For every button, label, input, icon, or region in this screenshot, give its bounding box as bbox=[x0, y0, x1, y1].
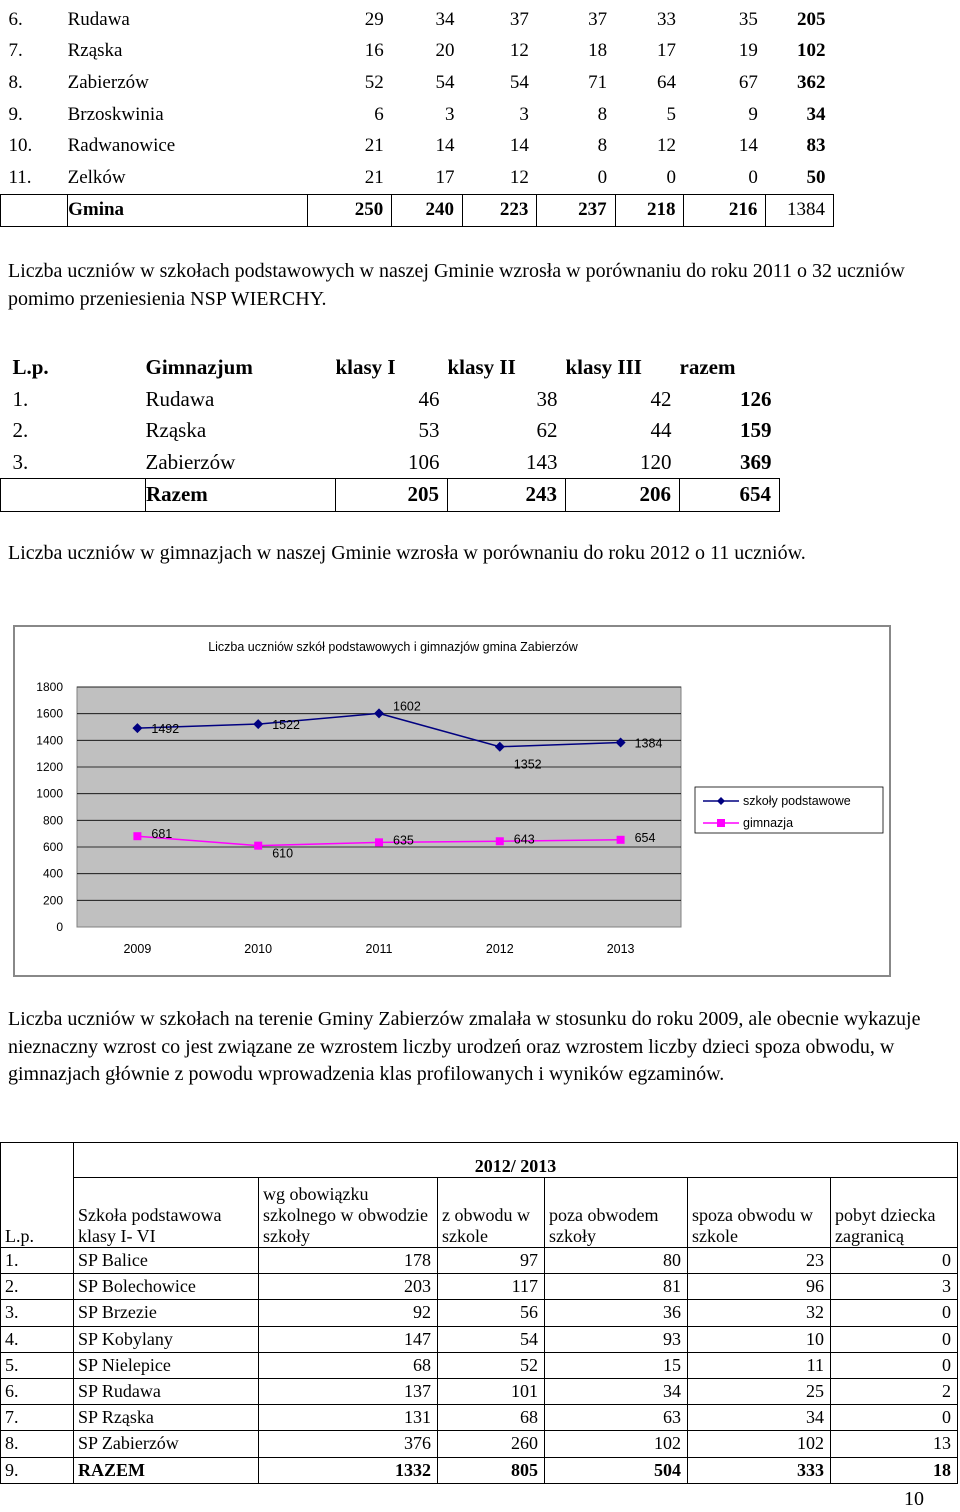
y-tick-label: 0 bbox=[56, 920, 63, 934]
cell-value: 20 bbox=[435, 40, 455, 62]
header-razem: razem bbox=[679, 355, 736, 380]
x-tick-label: 2013 bbox=[606, 942, 635, 956]
row-number: 7. bbox=[1, 1405, 74, 1431]
page-number: 10 bbox=[904, 1488, 924, 1510]
cell-value: 62 bbox=[536, 418, 558, 443]
school-name: SP Balice bbox=[74, 1248, 259, 1274]
cell-value: 0 bbox=[831, 1300, 958, 1326]
school-name: Rząska bbox=[145, 418, 207, 443]
cell-value: 67 bbox=[738, 71, 758, 93]
cell-total: 126 bbox=[740, 386, 772, 411]
table-row bbox=[1, 415, 780, 447]
cell-value: 0 bbox=[831, 1326, 958, 1352]
row-number: 1. bbox=[1, 1248, 74, 1274]
cell-value: 9 bbox=[748, 103, 758, 125]
cell-value: 13 bbox=[831, 1431, 958, 1457]
table-row bbox=[1, 4, 834, 36]
table-row bbox=[1, 99, 834, 131]
data-point bbox=[375, 838, 383, 846]
row-number: 1. bbox=[12, 386, 29, 411]
data-label: 635 bbox=[393, 833, 414, 848]
row-number: 7. bbox=[8, 40, 23, 62]
y-tick-label: 1400 bbox=[36, 733, 63, 748]
cell-value: 205 bbox=[336, 479, 448, 512]
paragraph-summary: Liczba uczniów w szkołach na terenie Gminy Zabierzów zmalała w stosunku do roku 2009, ale obecnie wykazuje nieznaczny wzrost co jest związane ze wzrostem liczby urodzeń oraz wzrostem liczby dzieci spoza obwodu, w gimnazjach głównie z powodu wprowadzenia klas profilowanych i wyników egzaminów. bbox=[8, 1008, 921, 1085]
table-row bbox=[1, 67, 834, 99]
x-tick-label: 2009 bbox=[123, 942, 152, 956]
school-name: SP Nielepice bbox=[74, 1352, 259, 1378]
table-school-obligation bbox=[0, 1142, 958, 1484]
cell-value: 64 bbox=[656, 71, 676, 93]
header-in-district: z obwodu w szkole bbox=[438, 1178, 545, 1248]
cell-value: 504 bbox=[545, 1457, 688, 1483]
cell-value: 68 bbox=[259, 1352, 438, 1378]
cell-value: 260 bbox=[438, 1431, 545, 1457]
cell-value: 11 bbox=[688, 1352, 831, 1378]
cell-total: 159 bbox=[740, 418, 772, 443]
cell-value: 52 bbox=[438, 1352, 545, 1378]
table-row bbox=[1, 1248, 958, 1274]
table-row bbox=[1, 1326, 958, 1352]
school-name: SP Rząska bbox=[74, 1405, 259, 1431]
cell-value: 101 bbox=[438, 1378, 545, 1404]
cell-value: 34 bbox=[545, 1378, 688, 1404]
header-lp: L.p. bbox=[12, 355, 49, 380]
cell-value: 38 bbox=[536, 386, 558, 411]
cell-value: 37 bbox=[509, 8, 529, 30]
cell-value: 2 bbox=[831, 1378, 958, 1404]
y-tick-label: 1800 bbox=[36, 680, 63, 694]
cell-value: 44 bbox=[650, 418, 672, 443]
cell-value: 805 bbox=[438, 1457, 545, 1483]
cell-value: 216 bbox=[684, 194, 766, 227]
row-number: 6. bbox=[8, 8, 23, 30]
cell-value: 250 bbox=[308, 194, 392, 227]
village-name: Rudawa bbox=[67, 8, 130, 30]
cell-value: 3 bbox=[519, 103, 529, 125]
cell-value: 131 bbox=[259, 1405, 438, 1431]
cell-value: 53 bbox=[418, 418, 440, 443]
data-label: 1384 bbox=[634, 736, 663, 751]
header-gimnazjum: Gimnazjum bbox=[145, 355, 253, 380]
row-number: 9. bbox=[1, 1457, 74, 1483]
cell-value: 34 bbox=[435, 8, 455, 30]
cell-value: 10 bbox=[688, 1326, 831, 1352]
row-number: 2. bbox=[12, 418, 29, 443]
cell-value: 0 bbox=[748, 166, 758, 188]
cell-value: 42 bbox=[650, 386, 672, 411]
cell-value: 54 bbox=[509, 71, 529, 93]
cell-value: 19 bbox=[738, 40, 758, 62]
row-number: 4. bbox=[1, 1326, 74, 1352]
table-row bbox=[1, 1405, 958, 1431]
table-row bbox=[1, 1352, 958, 1378]
cell-value: 17 bbox=[435, 166, 455, 188]
line-chart bbox=[15, 627, 889, 975]
cell-value: 32 bbox=[688, 1300, 831, 1326]
y-tick-label: 600 bbox=[42, 840, 63, 854]
cell-value: 120 bbox=[640, 449, 672, 474]
cell-total: 362 bbox=[797, 71, 826, 93]
cell-value: 14 bbox=[738, 135, 758, 157]
cell-total: 83 bbox=[806, 135, 826, 157]
table-row bbox=[1, 1431, 958, 1457]
header-outside-district: poza obwodem szkoły bbox=[545, 1178, 688, 1248]
cell-value: 93 bbox=[545, 1326, 688, 1352]
cell-value: 46 bbox=[418, 386, 440, 411]
table-total-row bbox=[1, 1457, 958, 1483]
row-number: 6. bbox=[1, 1378, 74, 1404]
row-number: 9. bbox=[8, 103, 23, 125]
cell-value: 0 bbox=[831, 1352, 958, 1378]
cell-value: 3 bbox=[831, 1274, 958, 1300]
row-number bbox=[1, 479, 146, 512]
cell-value: 96 bbox=[688, 1274, 831, 1300]
cell-value: 54 bbox=[435, 71, 455, 93]
cell-value: 147 bbox=[259, 1326, 438, 1352]
cell-value: 102 bbox=[545, 1431, 688, 1457]
school-name: Zabierzów bbox=[145, 449, 236, 474]
cell-value: 0 bbox=[831, 1248, 958, 1274]
village-name: Rząska bbox=[67, 40, 123, 62]
row-number: 8. bbox=[8, 71, 23, 93]
cell-value: 29 bbox=[364, 8, 384, 30]
village-name: Zelków bbox=[67, 166, 126, 188]
row-number: 10. bbox=[8, 135, 33, 157]
header-school: Szkoła podstawowa klasy I- VI bbox=[74, 1178, 259, 1248]
y-tick-label: 200 bbox=[42, 893, 63, 908]
cell-value: 12 bbox=[656, 135, 676, 157]
cell-total: 205 bbox=[797, 8, 826, 30]
cell-value: 178 bbox=[259, 1248, 438, 1274]
paragraph-gymnasiums: Liczba uczniów w gimnazjach w naszej Gminie wzrosła w porównaniu do roku 2012 o 11 uczniów. bbox=[8, 542, 806, 564]
legend-marker bbox=[717, 819, 725, 827]
cell-value: 8 bbox=[597, 135, 608, 157]
table-total-row bbox=[1, 479, 780, 512]
school-name: Rudawa bbox=[145, 386, 215, 411]
cell-value: 12 bbox=[509, 166, 529, 188]
paragraph-primary-schools: Liczba uczniów w szkołach podstawowych w naszej Gminie wzrosła w porównaniu do roku 2011 o 32 uczniów pomimo przeniesienia NSP WIERCHY. bbox=[8, 260, 905, 310]
header-from-outside: spoza obwodu w szkole bbox=[688, 1178, 831, 1248]
cell-value: 0 bbox=[597, 166, 608, 188]
cell-value: 243 bbox=[448, 479, 566, 512]
village-name: Brzoskwinia bbox=[67, 103, 164, 125]
cell-value: 21 bbox=[364, 135, 384, 157]
table-row bbox=[1, 1274, 958, 1300]
cell-value: 203 bbox=[259, 1274, 438, 1300]
header-year: 2012/ 2013 bbox=[74, 1143, 958, 1178]
cell-value: 117 bbox=[438, 1274, 545, 1300]
school-name: SP Bolechowice bbox=[74, 1274, 259, 1300]
cell-value: 34 bbox=[688, 1405, 831, 1431]
cell-value: 333 bbox=[688, 1457, 831, 1483]
village-name: Radwanowice bbox=[67, 135, 176, 157]
cell-value: 3 bbox=[444, 103, 455, 125]
data-label: 654 bbox=[634, 830, 656, 845]
row-number: 8. bbox=[1, 1431, 74, 1457]
row-number: 5. bbox=[1, 1352, 74, 1378]
data-label: 1352 bbox=[513, 757, 542, 772]
table-primary-schools bbox=[0, 4, 834, 227]
cell-value: 240 bbox=[392, 194, 463, 227]
cell-value: 376 bbox=[259, 1431, 438, 1457]
header-klasy-ii: klasy II bbox=[447, 355, 516, 380]
chart-container bbox=[13, 625, 891, 977]
table-row bbox=[1, 384, 780, 416]
table-gymnasiums bbox=[0, 352, 780, 512]
cell-value: 17 bbox=[656, 40, 676, 62]
header-lp: L.p. bbox=[1, 1143, 74, 1248]
x-tick-label: 2012 bbox=[485, 942, 514, 956]
y-tick-label: 400 bbox=[42, 866, 63, 881]
cell-value: 33 bbox=[656, 8, 676, 30]
header-klasy-iii: klasy III bbox=[565, 355, 642, 380]
chart-title: Liczba uczniów szkół podstawowych i gimnazjów gmina Zabierzów bbox=[208, 640, 578, 654]
cell-total: 369 bbox=[740, 449, 772, 474]
y-tick-label: 1600 bbox=[36, 706, 63, 721]
cell-total: 102 bbox=[797, 40, 826, 62]
legend-label: gimnazja bbox=[743, 816, 794, 830]
cell-value: 23 bbox=[688, 1248, 831, 1274]
data-label: 1522 bbox=[272, 718, 301, 733]
cell-value: 15 bbox=[545, 1352, 688, 1378]
data-point bbox=[617, 836, 625, 844]
cell-value: 0 bbox=[666, 166, 676, 188]
header-abroad: pobyt dziecka zagranicą bbox=[831, 1178, 958, 1248]
cell-value: 18 bbox=[588, 40, 608, 62]
x-tick-label: 2011 bbox=[365, 942, 393, 956]
table-row bbox=[1, 1300, 958, 1326]
school-name: SP Rudawa bbox=[74, 1378, 259, 1404]
cell-value: 0 bbox=[831, 1405, 958, 1431]
school-name: Razem bbox=[146, 479, 336, 512]
cell-value: 102 bbox=[688, 1431, 831, 1457]
cell-value: 14 bbox=[435, 135, 455, 157]
cell-value: 206 bbox=[566, 479, 680, 512]
row-number: 3. bbox=[1, 1300, 74, 1326]
cell-value: 36 bbox=[545, 1300, 688, 1326]
cell-value: 71 bbox=[588, 71, 608, 93]
school-name: SP Kobylany bbox=[74, 1326, 259, 1352]
data-label: 643 bbox=[513, 832, 535, 847]
cell-value: 21 bbox=[364, 166, 384, 188]
cell-value: 25 bbox=[688, 1378, 831, 1404]
cell-value: 1332 bbox=[259, 1457, 438, 1483]
legend-label: szkoły podstawowe bbox=[743, 794, 851, 808]
data-label: 681 bbox=[151, 827, 173, 842]
cell-value: 143 bbox=[526, 449, 558, 474]
cell-value: 218 bbox=[615, 194, 684, 227]
cell-value: 37 bbox=[588, 8, 608, 30]
cell-value: 5 bbox=[666, 103, 676, 125]
school-name: RAZEM bbox=[74, 1457, 259, 1483]
cell-value: 63 bbox=[545, 1405, 688, 1431]
cell-value: 54 bbox=[438, 1326, 545, 1352]
village-name: Gmina bbox=[68, 194, 308, 227]
row-number bbox=[1, 194, 68, 227]
cell-total: 34 bbox=[806, 103, 826, 125]
row-number: 2. bbox=[1, 1274, 74, 1300]
y-tick-label: 1200 bbox=[36, 760, 63, 774]
school-name: SP Zabierzów bbox=[74, 1431, 259, 1457]
cell-value: 237 bbox=[537, 194, 615, 227]
row-number: 3. bbox=[12, 449, 29, 474]
cell-value: 14 bbox=[509, 135, 529, 157]
header-klasy-i: klasy I bbox=[335, 355, 396, 380]
data-point bbox=[133, 832, 141, 840]
cell-total: 654 bbox=[680, 479, 780, 512]
cell-total: 1384 bbox=[766, 194, 834, 227]
data-label: 1492 bbox=[151, 722, 180, 737]
cell-value: 52 bbox=[364, 71, 384, 93]
cell-value: 223 bbox=[462, 194, 536, 227]
cell-value: 106 bbox=[408, 449, 440, 474]
table-row bbox=[1, 162, 834, 194]
cell-value: 16 bbox=[364, 40, 384, 62]
table-row bbox=[1, 36, 834, 68]
cell-value: 12 bbox=[509, 40, 529, 62]
village-name: Zabierzów bbox=[67, 71, 149, 93]
row-number: 11. bbox=[8, 166, 32, 188]
data-label: 610 bbox=[272, 846, 294, 861]
cell-value: 68 bbox=[438, 1405, 545, 1431]
table-row bbox=[1, 1378, 958, 1404]
data-point bbox=[496, 837, 504, 845]
cell-value: 18 bbox=[831, 1457, 958, 1483]
y-tick-label: 1000 bbox=[36, 786, 63, 801]
table-row bbox=[1, 130, 834, 162]
y-tick-label: 800 bbox=[42, 813, 63, 828]
cell-value: 35 bbox=[738, 8, 758, 30]
table-row bbox=[1, 447, 780, 479]
cell-value: 80 bbox=[545, 1248, 688, 1274]
cell-value: 8 bbox=[597, 103, 608, 125]
cell-value: 81 bbox=[545, 1274, 688, 1300]
cell-value: 56 bbox=[438, 1300, 545, 1326]
cell-value: 97 bbox=[438, 1248, 545, 1274]
table-total-row bbox=[1, 194, 834, 227]
cell-total: 50 bbox=[806, 166, 826, 188]
data-point bbox=[254, 842, 262, 850]
cell-value: 92 bbox=[259, 1300, 438, 1326]
school-name: SP Brzezie bbox=[74, 1300, 259, 1326]
x-tick-label: 2010 bbox=[244, 942, 273, 956]
data-label: 1602 bbox=[393, 699, 421, 714]
cell-value: 137 bbox=[259, 1378, 438, 1404]
cell-value: 6 bbox=[374, 103, 384, 125]
header-obligation: wg obowiązku szkolnego w obwodzie szkoły bbox=[259, 1178, 438, 1248]
